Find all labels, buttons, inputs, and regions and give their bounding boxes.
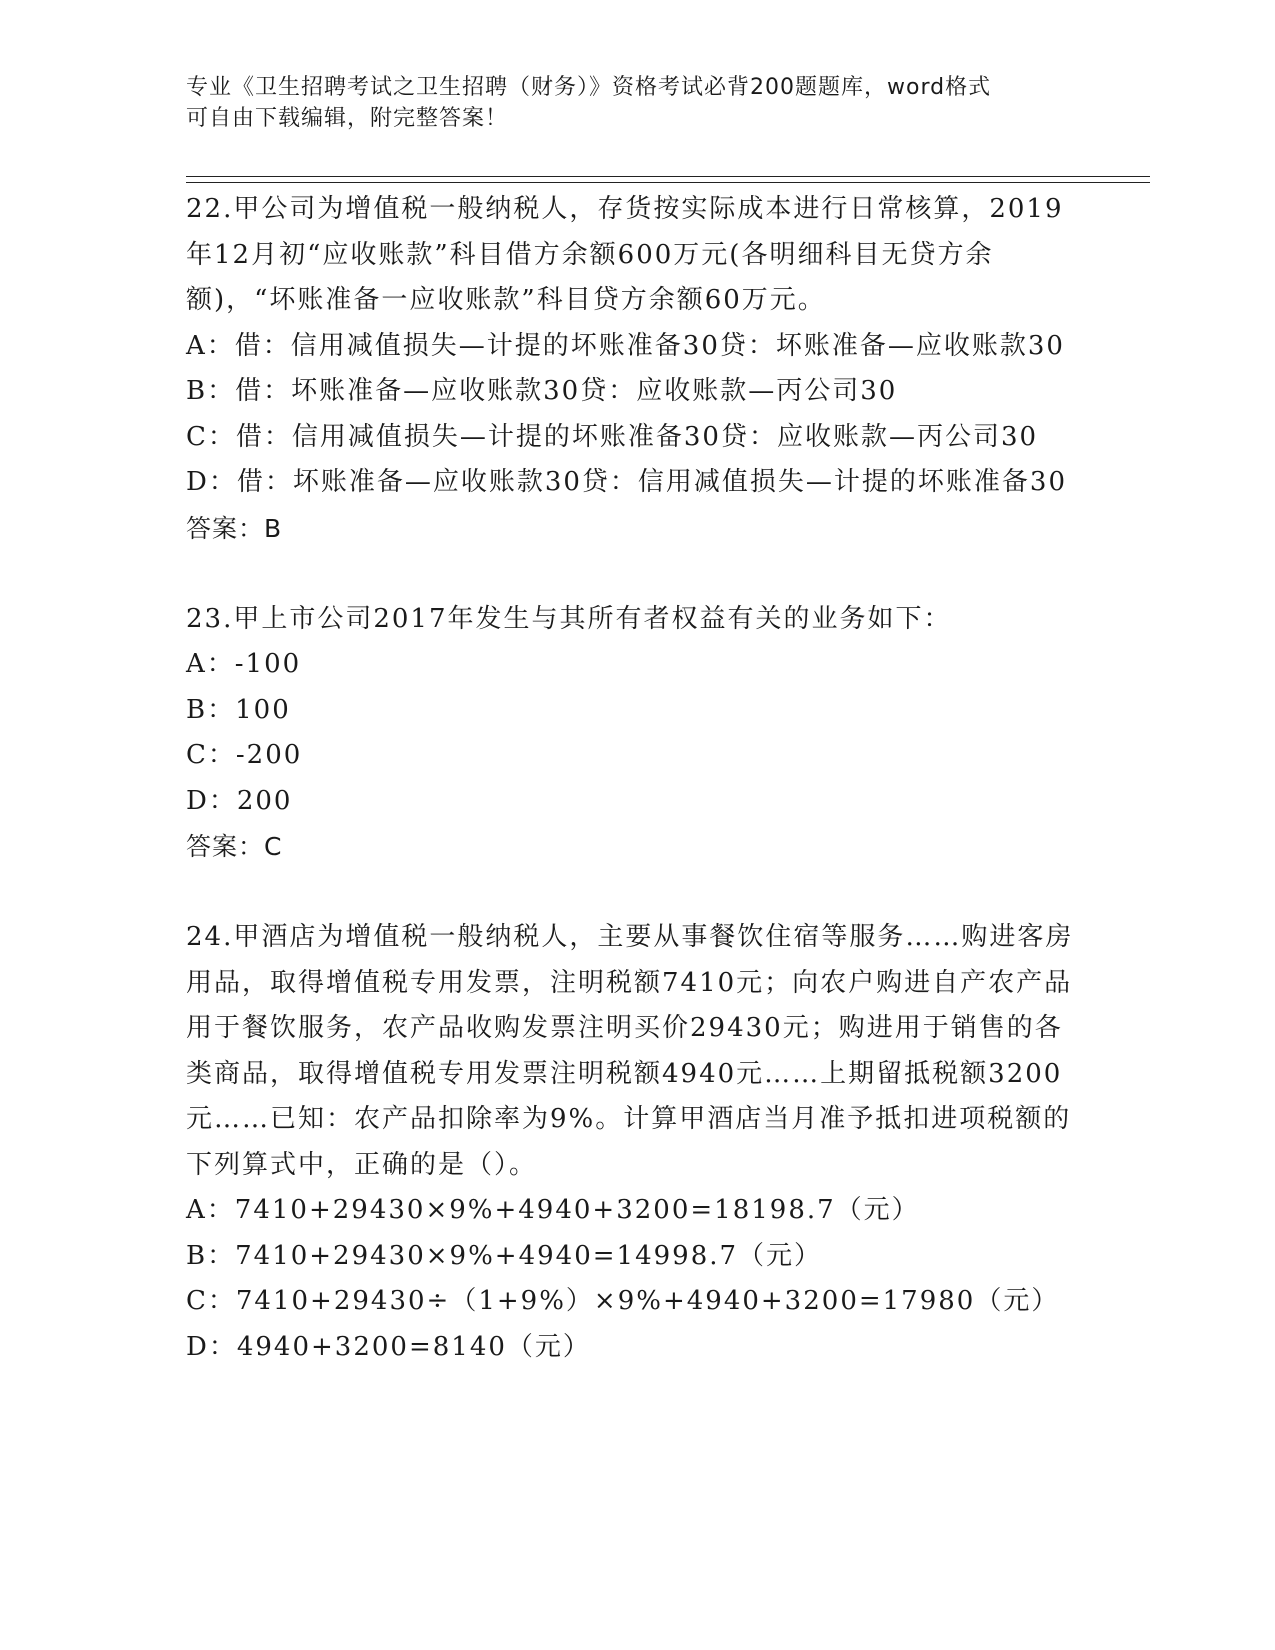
answer: 答案：C bbox=[186, 832, 283, 861]
option-b: B：7410+29430×9%+4940=14998.7（元） bbox=[186, 1240, 823, 1271]
option-c: C：借：信用减值损失—计提的坏账准备30贷：应收账款—丙公司30 bbox=[186, 421, 1039, 452]
header-title-line-1: 专业《卫生招聘考试之卫生招聘（财务）》资格考试必背200题题库，word格式 bbox=[186, 75, 992, 100]
option-d: D：4940+3200=8140（元） bbox=[186, 1331, 591, 1362]
option-c: C：-200 bbox=[186, 740, 303, 770]
option-a: A：7410+29430×9%+4940+3200=18198.7（元） bbox=[186, 1195, 920, 1225]
answer: 答案：B bbox=[186, 513, 283, 543]
question-spacer bbox=[186, 870, 1086, 916]
question-22 bbox=[186, 187, 1086, 551]
question-text: 24.甲酒店为增值税一般纳税人，主要从事餐饮住宿等服务……购进客房用品，取得增值税专用发票，注明税额7410元；向农户购进自产农产品用于餐饮服务，农产品收购发票注明买价29430元；购进用于销售的各类商品，取得增值税专用发票注明税额4940元……上期留抵税额3200元……已知：农产品扣除率为9%。计算甲酒店当月准予抵扣进项税额的下列算式中，正确的是（）。 bbox=[186, 922, 1074, 1180]
page-header bbox=[186, 72, 1066, 134]
question-text: 22.甲公司为增值税一般纳税人，存货按实际成本进行日常核算，2019年12月初“应收账款”科目借方余额600万元(各明细科目无贷方余额)，“坏账准备一应收账款”科目贷方余额60万元。 bbox=[186, 194, 1064, 315]
option-a: A：借：信用减值损失—计提的坏账准备30贷：坏账准备—应收账款30 bbox=[186, 330, 1065, 361]
option-b: B：借：坏账准备—应收账款30贷：应收账款—丙公司30 bbox=[186, 376, 898, 406]
question-text: 23.甲上市公司2017年发生与其所有者权益有关的业务如下： bbox=[186, 603, 952, 634]
option-d: D：200 bbox=[186, 785, 293, 816]
option-d: D：借：坏账准备—应收账款30贷：信用减值损失—计提的坏账准备30 bbox=[186, 467, 1068, 497]
question-24 bbox=[186, 915, 1086, 1370]
header-divider-bottom bbox=[186, 182, 1150, 183]
question-23 bbox=[186, 597, 1086, 870]
option-b: B：100 bbox=[186, 694, 291, 725]
question-list bbox=[186, 187, 1086, 1370]
header-divider-top bbox=[186, 176, 1150, 177]
option-a: A：-100 bbox=[186, 649, 302, 679]
question-spacer bbox=[186, 551, 1086, 597]
option-c: C：7410+29430÷（1+9%）×9%+4940+3200=17980（元） bbox=[186, 1286, 1060, 1316]
header-title-line-2: 可自由下载编辑，附完整答案！ bbox=[186, 106, 509, 131]
